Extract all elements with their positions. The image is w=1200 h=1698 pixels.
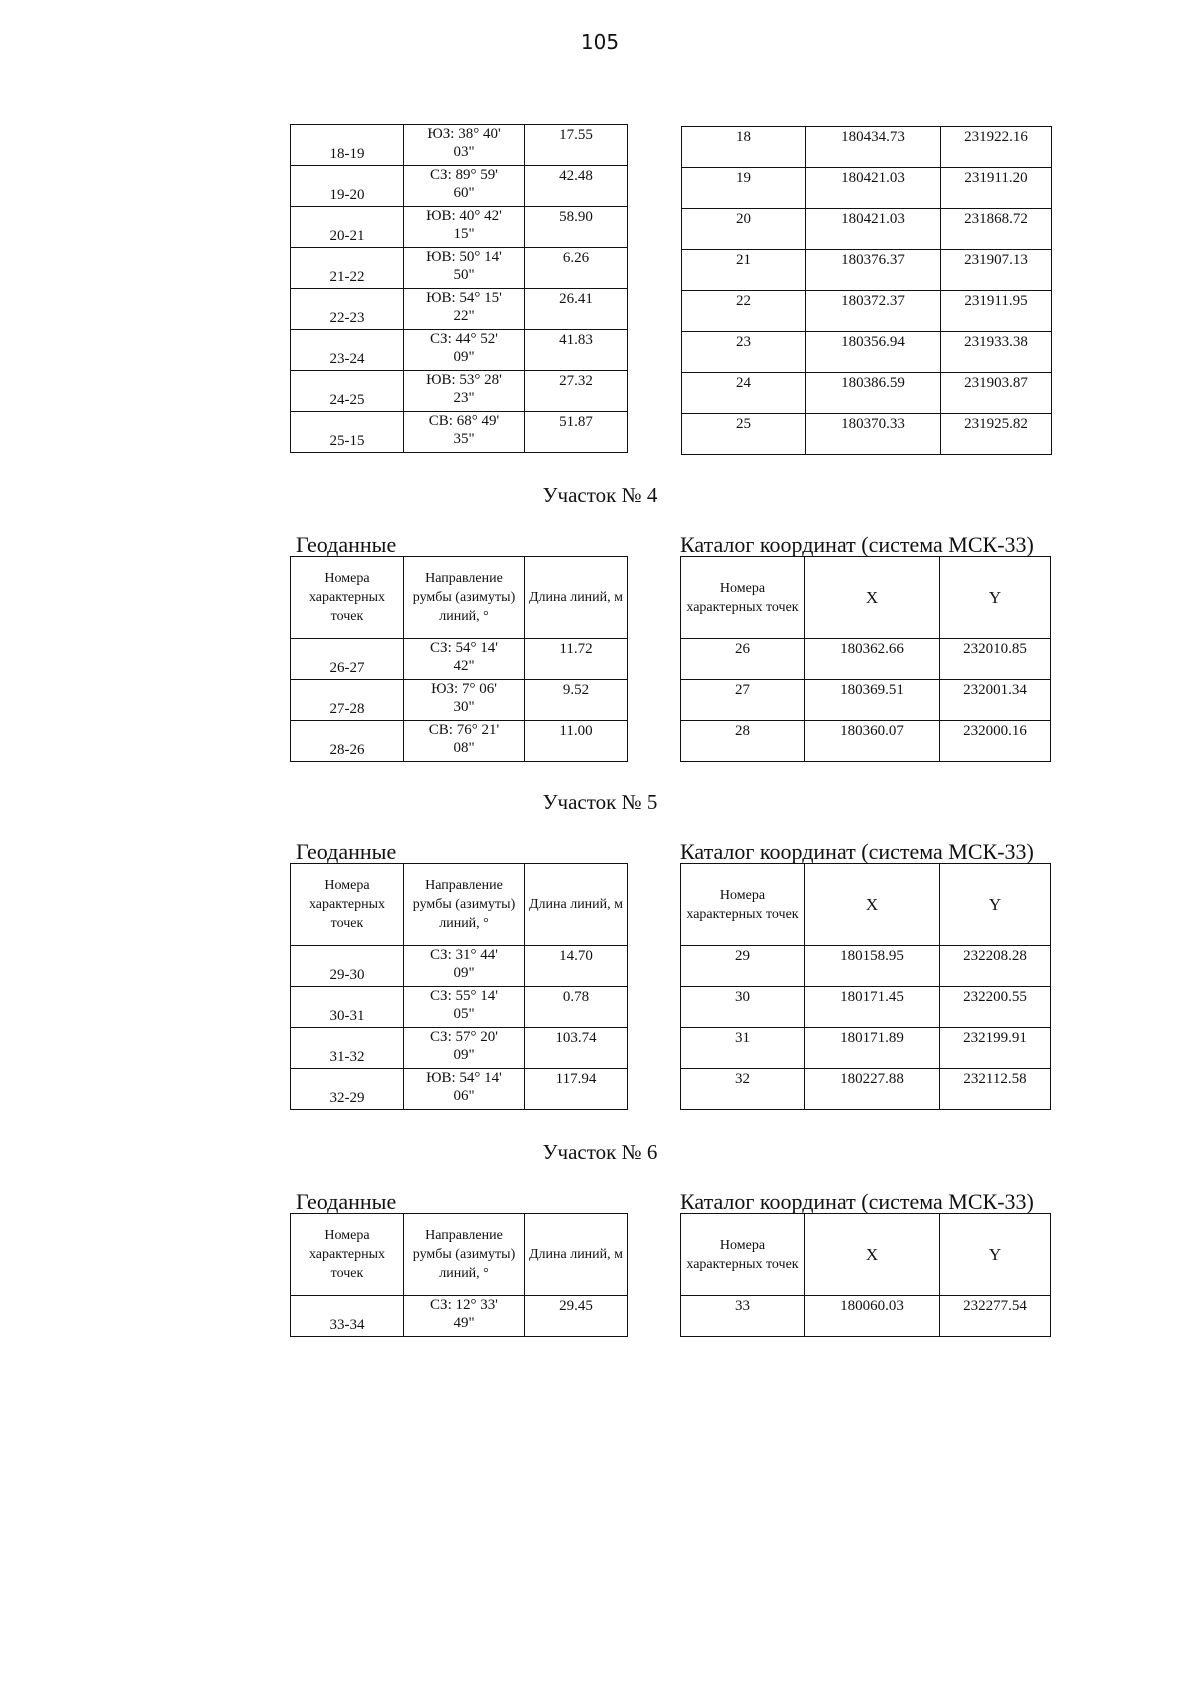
direction-seconds: 60" <box>453 185 475 201</box>
coordinate-y: 232208.28 <box>940 946 1051 987</box>
catalog-block <box>680 534 1051 762</box>
line-length: 27.32 <box>525 371 628 412</box>
header-y: Y <box>940 864 1051 946</box>
top-geodata-block <box>290 124 628 453</box>
point-pair: 23-24 <box>291 330 404 371</box>
header-direction: Направление румбы (азимуты) линий, ° <box>404 557 525 639</box>
point-number: 30 <box>681 987 805 1028</box>
direction-seconds: 42" <box>453 658 475 674</box>
catalog-block <box>680 841 1051 1110</box>
line-length: 14.70 <box>525 946 628 987</box>
coordinate-y: 232010.85 <box>940 639 1051 680</box>
direction-seconds: 50" <box>453 267 475 283</box>
table-row <box>682 250 1052 291</box>
coordinate-y: 231911.95 <box>941 291 1052 332</box>
coordinate-x: 180386.59 <box>806 373 941 414</box>
coordinate-y: 231903.87 <box>941 373 1052 414</box>
coordinate-x: 180060.03 <box>805 1296 940 1337</box>
point-pair: 28-26 <box>291 721 404 762</box>
top-catalog-block <box>681 126 1052 455</box>
point-pair: 33-34 <box>291 1296 404 1337</box>
table-row <box>682 127 1052 168</box>
table-row <box>681 946 1051 987</box>
table-row <box>291 1028 628 1069</box>
direction-cell <box>404 946 525 987</box>
coordinate-y: 232199.91 <box>940 1028 1051 1069</box>
point-pair: 18-19 <box>291 125 404 166</box>
direction-seconds: 09" <box>453 1047 475 1063</box>
direction-cell <box>404 721 525 762</box>
table-row <box>681 1296 1051 1337</box>
line-length: 117.94 <box>525 1069 628 1110</box>
geodata-block <box>290 534 628 762</box>
direction-cell <box>404 412 525 453</box>
direction-cell <box>404 1069 525 1110</box>
coordinate-x: 180171.89 <box>805 1028 940 1069</box>
point-pair: 25-15 <box>291 412 404 453</box>
table-row <box>291 987 628 1028</box>
page-number: 105 <box>580 30 620 54</box>
point-number: 29 <box>681 946 805 987</box>
header-length: Длина линий, м <box>525 557 628 639</box>
direction-angle: СЗ: 57° 20' <box>430 1029 498 1045</box>
point-number: 18 <box>682 127 806 168</box>
table-row <box>681 639 1051 680</box>
coordinate-x: 180434.73 <box>806 127 941 168</box>
table-row <box>681 721 1051 762</box>
table-header-row <box>291 557 628 639</box>
table-row <box>291 1069 628 1110</box>
line-length: 41.83 <box>525 330 628 371</box>
geodata-table <box>290 556 628 762</box>
direction-angle: СВ: 76° 21' <box>428 722 500 738</box>
header-direction: Направление румбы (азимуты) линий, ° <box>404 1214 525 1296</box>
point-number: 27 <box>681 680 805 721</box>
coordinate-y: 232200.55 <box>940 987 1051 1028</box>
point-pair: 19-20 <box>291 166 404 207</box>
point-pair: 22-23 <box>291 289 404 330</box>
table-row <box>682 373 1052 414</box>
point-pair: 26-27 <box>291 639 404 680</box>
table-row <box>682 291 1052 332</box>
direction-seconds: 49" <box>453 1315 475 1331</box>
header-direction: Направление румбы (азимуты) линий, ° <box>404 864 525 946</box>
catalog-caption: Каталог координат (система МСК-33) <box>680 532 1034 557</box>
direction-seconds: 06" <box>453 1088 475 1104</box>
point-pair: 20-21 <box>291 207 404 248</box>
table-row <box>681 1069 1051 1110</box>
direction-cell <box>404 289 525 330</box>
coordinate-x: 180356.94 <box>806 332 941 373</box>
coordinate-x: 180370.33 <box>806 414 941 455</box>
direction-angle: ЮВ: 54° 15' <box>426 290 502 306</box>
line-length: 6.26 <box>525 248 628 289</box>
geodata-caption: Геоданные <box>296 532 397 557</box>
direction-cell <box>404 680 525 721</box>
point-pair: 31-32 <box>291 1028 404 1069</box>
direction-seconds: 09" <box>453 349 475 365</box>
coordinate-x: 180376.37 <box>806 250 941 291</box>
line-length: 9.52 <box>525 680 628 721</box>
direction-cell <box>404 1028 525 1069</box>
line-length: 103.74 <box>525 1028 628 1069</box>
point-number: 23 <box>682 332 806 373</box>
point-pair: 27-28 <box>291 680 404 721</box>
coordinate-y: 231868.72 <box>941 209 1052 250</box>
direction-angle: ЮВ: 50° 14' <box>426 249 502 265</box>
table-row <box>291 248 628 289</box>
table-row <box>291 412 628 453</box>
point-number: 26 <box>681 639 805 680</box>
line-length: 0.78 <box>525 987 628 1028</box>
geodata-block <box>290 841 628 1110</box>
direction-angle: ЮВ: 53° 28' <box>426 372 502 388</box>
table-header-row <box>681 1214 1051 1296</box>
coordinate-x: 180369.51 <box>805 680 940 721</box>
table-header-row <box>681 864 1051 946</box>
table-row <box>682 332 1052 373</box>
coordinate-x: 180158.95 <box>805 946 940 987</box>
catalog-table <box>680 1213 1051 1337</box>
point-pair: 30-31 <box>291 987 404 1028</box>
section-title: Участок № 4 <box>542 483 658 507</box>
coordinate-y: 232001.34 <box>940 680 1051 721</box>
direction-angle: ЮВ: 40° 42' <box>426 208 502 224</box>
table-row <box>291 371 628 412</box>
direction-cell <box>404 207 525 248</box>
direction-cell <box>404 248 525 289</box>
point-number: 33 <box>681 1296 805 1337</box>
point-pair: 21-22 <box>291 248 404 289</box>
direction-angle: ЮВ: 54° 14' <box>426 1070 502 1086</box>
direction-cell <box>404 166 525 207</box>
header-y: Y <box>940 1214 1051 1296</box>
table-row <box>291 166 628 207</box>
table-row <box>682 414 1052 455</box>
point-number: 22 <box>682 291 806 332</box>
point-number: 25 <box>682 414 806 455</box>
point-pair: 32-29 <box>291 1069 404 1110</box>
point-number: 19 <box>682 168 806 209</box>
direction-seconds: 05" <box>453 1006 475 1022</box>
direction-cell <box>404 371 525 412</box>
geodata-table <box>290 124 628 453</box>
coordinate-y: 231925.82 <box>941 414 1052 455</box>
header-points: Номера характерных точек <box>291 864 404 946</box>
catalog-caption: Каталог координат (система МСК-33) <box>680 839 1034 864</box>
table-row <box>681 1028 1051 1069</box>
section-title: Участок № 6 <box>542 1140 658 1164</box>
header-length: Длина линий, м <box>525 1214 628 1296</box>
header-points: Номера характерных точек <box>681 557 805 639</box>
header-x: X <box>805 864 940 946</box>
line-length: 58.90 <box>525 207 628 248</box>
coordinate-y: 231933.38 <box>941 332 1052 373</box>
header-length: Длина линий, м <box>525 864 628 946</box>
coordinate-x: 180421.03 <box>806 209 941 250</box>
geodata-caption: Геоданные <box>296 839 397 864</box>
direction-cell <box>404 1296 525 1337</box>
direction-angle: ЮЗ: 7° 06' <box>431 681 497 697</box>
point-number: 20 <box>682 209 806 250</box>
direction-angle: СЗ: 89° 59' <box>430 167 498 183</box>
table-row <box>682 168 1052 209</box>
direction-seconds: 23" <box>453 390 475 406</box>
direction-angle: СЗ: 31° 44' <box>430 947 498 963</box>
catalog-table <box>680 863 1051 1110</box>
point-pair: 24-25 <box>291 371 404 412</box>
direction-angle: ЮЗ: 38° 40' <box>427 126 501 142</box>
line-length: 42.48 <box>525 166 628 207</box>
line-length: 26.41 <box>525 289 628 330</box>
catalog-block <box>680 1191 1051 1337</box>
point-pair: 29-30 <box>291 946 404 987</box>
coordinate-x: 180171.45 <box>805 987 940 1028</box>
coordinate-y: 231911.20 <box>941 168 1052 209</box>
table-row <box>291 207 628 248</box>
table-row <box>291 125 628 166</box>
direction-seconds: 03" <box>453 144 475 160</box>
coordinate-x: 180227.88 <box>805 1069 940 1110</box>
header-points: Номера характерных точек <box>681 864 805 946</box>
header-points: Номера характерных точек <box>291 1214 404 1296</box>
direction-seconds: 15" <box>453 226 475 242</box>
table-row <box>291 721 628 762</box>
coordinate-x: 180360.07 <box>805 721 940 762</box>
table-row <box>291 639 628 680</box>
coordinate-y: 232000.16 <box>940 721 1051 762</box>
table-header-row <box>681 557 1051 639</box>
table-row <box>682 209 1052 250</box>
direction-cell <box>404 125 525 166</box>
table-row <box>291 1296 628 1337</box>
direction-cell <box>404 330 525 371</box>
point-number: 24 <box>682 373 806 414</box>
direction-cell <box>404 987 525 1028</box>
table-row <box>681 680 1051 721</box>
line-length: 11.00 <box>525 721 628 762</box>
line-length: 17.55 <box>525 125 628 166</box>
header-y: Y <box>940 557 1051 639</box>
coordinate-y: 231922.16 <box>941 127 1052 168</box>
table-row <box>291 330 628 371</box>
line-length: 29.45 <box>525 1296 628 1337</box>
coordinate-y: 231907.13 <box>941 250 1052 291</box>
point-number: 21 <box>682 250 806 291</box>
direction-seconds: 30" <box>453 699 475 715</box>
coordinate-x: 180421.03 <box>806 168 941 209</box>
table-row <box>291 946 628 987</box>
table-header-row <box>291 1214 628 1296</box>
section-title: Участок № 5 <box>542 790 658 814</box>
direction-angle: СЗ: 55° 14' <box>430 988 498 1004</box>
table-row <box>291 680 628 721</box>
geodata-table <box>290 1213 628 1337</box>
direction-seconds: 09" <box>453 965 475 981</box>
table-header-row <box>291 864 628 946</box>
point-number: 31 <box>681 1028 805 1069</box>
coordinate-y: 232112.58 <box>940 1069 1051 1110</box>
direction-seconds: 08" <box>453 740 475 756</box>
direction-angle: СЗ: 54° 14' <box>430 640 498 656</box>
line-length: 51.87 <box>525 412 628 453</box>
direction-angle: СЗ: 44° 52' <box>430 331 498 347</box>
table-row <box>291 289 628 330</box>
line-length: 11.72 <box>525 639 628 680</box>
catalog-caption: Каталог координат (система МСК-33) <box>680 1189 1034 1214</box>
direction-cell <box>404 639 525 680</box>
coordinate-y: 232277.54 <box>940 1296 1051 1337</box>
coordinate-x: 180372.37 <box>806 291 941 332</box>
point-number: 28 <box>681 721 805 762</box>
geodata-block <box>290 1191 628 1337</box>
header-x: X <box>805 1214 940 1296</box>
table-row <box>681 987 1051 1028</box>
direction-seconds: 35" <box>453 431 475 447</box>
direction-angle: СВ: 68° 49' <box>428 413 500 429</box>
header-x: X <box>805 557 940 639</box>
geodata-caption: Геоданные <box>296 1189 397 1214</box>
header-points: Номера характерных точек <box>291 557 404 639</box>
point-number: 32 <box>681 1069 805 1110</box>
geodata-table <box>290 863 628 1110</box>
direction-seconds: 22" <box>453 308 475 324</box>
coordinate-x: 180362.66 <box>805 639 940 680</box>
header-points: Номера характерных точек <box>681 1214 805 1296</box>
catalog-table <box>681 126 1052 455</box>
catalog-table <box>680 556 1051 762</box>
direction-angle: СЗ: 12° 33' <box>430 1297 498 1313</box>
